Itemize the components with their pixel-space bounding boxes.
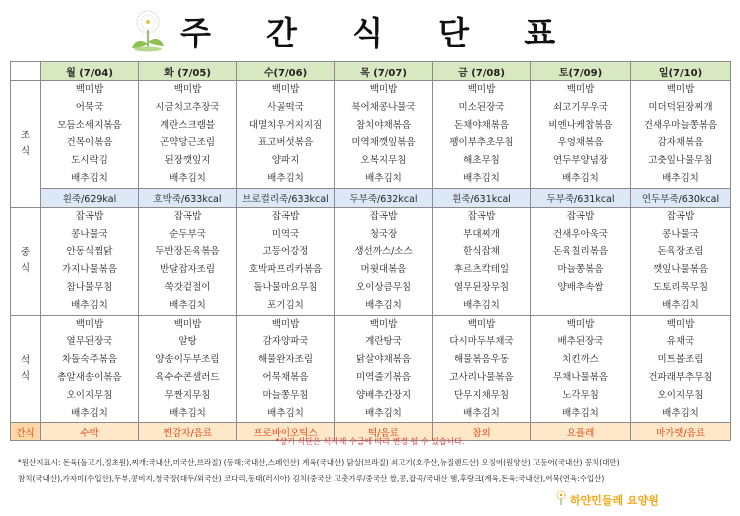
menu-item: 도시락김 — [71, 155, 108, 167]
menu-item: 사골떡국 — [267, 101, 304, 113]
menu-cell — [433, 81, 531, 189]
menu-item: 대멸치우거지지짐 — [248, 119, 323, 131]
menu-item: 쇠고기무우국 — [552, 101, 609, 113]
menu-item: 배추김치 — [169, 299, 206, 311]
snack-cell: 요플레 — [531, 423, 631, 441]
menu-item: 마늘쫑볶음 — [557, 264, 604, 276]
menu-item: 고사리나물볶음 — [449, 371, 514, 383]
dandelion-logo-icon — [554, 490, 568, 506]
menu-table — [10, 61, 731, 441]
menu-item: 무채나물볶음 — [552, 371, 609, 383]
porridge-cell: 두부죽/631kcal — [531, 188, 631, 207]
menu-item: 미트볼조림 — [657, 354, 704, 366]
menu-cell — [139, 315, 237, 423]
menu-item: 백미밥 — [566, 84, 595, 95]
menu-item: 건새우아욱국 — [552, 228, 609, 240]
menu-item: 곤약당근조림 — [159, 137, 216, 149]
menu-item: 미소된장국 — [458, 101, 505, 113]
menu-item: 미역줄기볶음 — [355, 371, 412, 383]
menu-item: 오이지무침 — [657, 389, 704, 401]
menu-cell — [433, 315, 531, 423]
snack-label: 간식 — [11, 423, 41, 441]
menu-item: 배추김치 — [662, 299, 699, 311]
menu-item: 마늘쫑무침 — [262, 389, 309, 401]
menu-item: 건새우마늘쫑볶음 — [643, 119, 718, 131]
menu-item: 해물볶음우동 — [453, 354, 510, 366]
menu-item: 백미밥 — [173, 84, 202, 95]
menu-item: 건파래부추무침 — [648, 371, 713, 383]
menu-item: 백미밥 — [271, 318, 300, 330]
snack-cell: 찐감자/음료 — [139, 423, 237, 441]
menu-item: 백미밥 — [369, 318, 398, 330]
menu-cell — [531, 315, 631, 423]
menu-item: 유채국 — [666, 336, 695, 348]
menu-item: 쑥갓겉절이 — [164, 281, 211, 293]
menu-item: 표고버섯볶음 — [257, 137, 314, 149]
menu-item: 배추김치 — [365, 172, 402, 184]
meal-row — [11, 207, 731, 315]
porridge-cell: 두부죽/632kcal — [335, 188, 433, 207]
menu-item: 닭살야채볶음 — [355, 354, 412, 366]
menu-item: 참나물무침 — [66, 281, 113, 293]
menu-item: 배추김치 — [267, 172, 304, 184]
menu-item: 백미밥 — [467, 84, 496, 95]
day-header: 금 (7/08) — [433, 62, 531, 81]
menu-item: 모듬소세지볶음 — [57, 119, 122, 131]
menu-item: 백미밥 — [467, 318, 496, 330]
menu-item: 해초무침 — [463, 155, 500, 167]
menu-item: 돈육장조림 — [657, 246, 704, 258]
menu-cell — [237, 81, 335, 189]
snack-cell: 참외 — [433, 423, 531, 441]
menu-item: 배추김치 — [463, 407, 500, 419]
menu-item: 오복지무침 — [360, 155, 407, 167]
page-title: 주 간 식 단 표 — [180, 14, 578, 52]
menu-cell — [335, 315, 433, 423]
menu-item: 알탕 — [178, 336, 197, 348]
menu-item: 생선까스/소스 — [354, 246, 413, 258]
menu-item: 참치야채볶음 — [355, 119, 412, 131]
day-header: 토(7/09) — [531, 62, 631, 81]
porridge-row — [11, 188, 731, 207]
menu-item: 어묵국 — [75, 101, 104, 113]
menu-item: 잡곡밥 — [173, 210, 202, 222]
menu-item: 육수수콘샐러드 — [155, 371, 220, 383]
menu-item: 된장깻잎지 — [164, 155, 211, 167]
meal-row — [11, 315, 731, 423]
day-header: 화 (7/05) — [139, 62, 237, 81]
menu-item: 백미밥 — [566, 318, 595, 330]
menu-item: 고등어강정 — [262, 246, 309, 258]
menu-item: 콩나물국 — [662, 228, 699, 240]
menu-item: 백미밥 — [666, 318, 695, 330]
menu-cell — [631, 315, 731, 423]
day-header-row — [11, 62, 731, 81]
menu-item: 오이상큼무침 — [355, 281, 412, 293]
menu-item: 배추김치 — [267, 407, 304, 419]
menu-item — [531, 297, 630, 315]
menu-item: 무짠지무침 — [164, 389, 211, 401]
porridge-cell: 흰죽/629kal — [41, 188, 139, 207]
menu-item: 백미밥 — [271, 84, 300, 95]
header — [0, 0, 740, 60]
menu-item: 양배추간장지 — [355, 389, 412, 401]
menu-item: 건목이볶음 — [66, 137, 113, 149]
dandelion-icon — [128, 8, 168, 52]
menu-item: 배추김치 — [662, 172, 699, 184]
menu-item: 후르츠칵테일 — [453, 264, 510, 276]
snack-cell: 프로바이오틱스 — [237, 423, 335, 441]
menu-item: 미역채깻잎볶음 — [351, 137, 416, 149]
menu-item: 배추된장국 — [557, 336, 604, 348]
meal-label: 조 식 — [11, 81, 41, 208]
menu-cell — [41, 315, 139, 423]
menu-item: 열무된장국 — [66, 336, 113, 348]
menu-item: 시금치고추장국 — [155, 101, 220, 113]
origin-line: *원산지표시: 돈육(돌고기,정초원),찌개:국내산,미국산,브라질) (동해:국내산,스페인산) 계육(국내산) 닭살(브라질) 쇠고기(호주산,뉴질랜드산) 오징어(원양산) 고등어(국내산) 꽁치(대만) — [18, 458, 620, 467]
menu-item: 순두부국 — [169, 228, 206, 240]
menu-item: 계란스크램블 — [159, 119, 216, 131]
menu-item: 배추김치 — [71, 172, 108, 184]
menu-cell — [631, 207, 731, 315]
notice-text: *상기 식단은 식자재 수급에 따라 변경 될 수 있습니다. — [275, 437, 465, 446]
menu-item: 미더덕된장찌개 — [648, 101, 713, 113]
brand-name: 하얀민들레 요양원 — [570, 494, 659, 507]
menu-item: 배추김치 — [71, 407, 108, 419]
menu-item: 돈육칠리볶음 — [552, 246, 609, 258]
menu-item: 다시마두부채국 — [449, 336, 514, 348]
menu-item: 잡곡밥 — [271, 210, 300, 222]
menu-cell — [433, 207, 531, 315]
menu-item: 안동식찜닭 — [66, 246, 113, 258]
menu-item: 노각무침 — [562, 389, 599, 401]
menu-item: 열무된장무침 — [453, 281, 510, 293]
menu-item: 포기김치 — [267, 299, 304, 311]
menu-item: 배추김치 — [169, 172, 206, 184]
menu-item: 계란탕국 — [365, 336, 402, 348]
menu-item: 고춧잎나물무침 — [648, 155, 713, 167]
menu-item: 돌나물마요무침 — [253, 281, 318, 293]
menu-item: 백미밥 — [666, 84, 695, 95]
menu-item: 감자채볶음 — [657, 137, 704, 149]
menu-item: 배추김치 — [169, 407, 206, 419]
snack-cell: 떡/음료 — [335, 423, 433, 441]
menu-item: 잡곡밥 — [566, 210, 595, 222]
meal-label: 석 식 — [11, 315, 41, 423]
menu-item: 양배추속쌈 — [557, 281, 604, 293]
day-header: 목 (7/07) — [335, 62, 433, 81]
menu-item: 백미밥 — [369, 84, 398, 95]
menu-item: 미역국 — [271, 228, 300, 240]
menu-item: 오이지무침 — [66, 389, 113, 401]
menu-item: 한식잡채 — [463, 246, 500, 258]
menu-item: 돈채야채볶음 — [453, 119, 510, 131]
porridge-cell: 흰죽/631kcal — [433, 188, 531, 207]
menu-cell — [531, 207, 631, 315]
menu-item: 배추김치 — [71, 299, 108, 311]
menu-cell — [237, 207, 335, 315]
menu-item: 백미밥 — [173, 318, 202, 330]
day-header: 일(7/10) — [631, 62, 731, 81]
menu-item: 배추김치 — [562, 172, 599, 184]
menu-item: 호박파프리카볶음 — [248, 264, 323, 276]
menu-item: 도토리묵무침 — [652, 281, 709, 293]
menu-item: 잡곡밥 — [467, 210, 496, 222]
day-header: 월 (7/04) — [41, 62, 139, 81]
menu-item: 총알새송이볶음 — [57, 371, 122, 383]
menu-item: 배추김치 — [463, 299, 500, 311]
menu-cell — [335, 207, 433, 315]
menu-item: 잡곡밥 — [75, 210, 104, 222]
menu-item: 북어채콩나물국 — [351, 101, 416, 113]
menu-item: 어묵채볶음 — [262, 371, 309, 383]
menu-item: 머윗대볶음 — [360, 264, 407, 276]
menu-item: 부대찌개 — [463, 228, 500, 240]
snack-cell: 마가렛/음료 — [631, 423, 731, 441]
menu-item: 양송이두부조림 — [155, 354, 220, 366]
menu-item: 잡곡밥 — [369, 210, 398, 222]
porridge-cell: 연두부죽/630kcal — [631, 188, 731, 207]
menu-item: 해물완자조림 — [257, 354, 314, 366]
menu-cell — [335, 81, 433, 189]
menu-item: 차돌숙주볶음 — [61, 354, 118, 366]
menu-item: 비엔나케찹볶음 — [548, 119, 613, 131]
menu-item: 팽이부추초무침 — [449, 137, 514, 149]
menu-item: 깻잎나물볶음 — [652, 264, 709, 276]
menu-item: 가지나물볶음 — [61, 264, 118, 276]
snack-cell: 수박 — [41, 423, 139, 441]
meal-label: 중 식 — [11, 207, 41, 315]
menu-item: 청국장 — [369, 228, 398, 240]
corner-cell — [11, 62, 41, 81]
menu-cell — [41, 207, 139, 315]
meal-row — [11, 81, 731, 189]
menu-item: 배추김치 — [463, 172, 500, 184]
menu-item: 백미밥 — [75, 318, 104, 330]
menu-item: 치킨까스 — [562, 354, 599, 366]
menu-item: 백미밥 — [75, 84, 104, 95]
menu-item: 양파지 — [271, 155, 300, 167]
menu-cell — [237, 315, 335, 423]
menu-item: 배추김치 — [662, 407, 699, 419]
menu-item: 반달잡자조림 — [159, 264, 216, 276]
menu-item: 감자양파국 — [262, 336, 309, 348]
origin-line: 참치(국내산),가자미(수입산),두부,콩비지,청국장(대두/외국산) 코다리,동태(러시아) 김치(중국산 고춧가루/중국산 쌀,콩,잡곡/국내산 햄,후랑크(계육,돈육:국내산),어묵(연육:수입산) — [18, 474, 605, 483]
menu-cell — [631, 81, 731, 189]
menu-cell — [41, 81, 139, 189]
menu-item: 연두부양념장 — [552, 155, 609, 167]
menu-cell — [531, 81, 631, 189]
menu-item: 배추김치 — [365, 407, 402, 419]
menu-item: 배추김치 — [562, 407, 599, 419]
day-header: 수(7/06) — [237, 62, 335, 81]
porridge-cell: 브로컬리죽/633kcal — [237, 188, 335, 207]
porridge-cell: 호박죽/633kcal — [139, 188, 237, 207]
menu-item: 배추김치 — [365, 299, 402, 311]
menu-item: 단무지채무침 — [453, 389, 510, 401]
menu-item: 두반장돈육볶음 — [155, 246, 220, 258]
menu-cell — [139, 207, 237, 315]
menu-cell — [139, 81, 237, 189]
menu-item: 콩나물국 — [71, 228, 108, 240]
menu-item: 우엉채볶음 — [557, 137, 604, 149]
menu-item: 잡곡밥 — [666, 210, 695, 222]
